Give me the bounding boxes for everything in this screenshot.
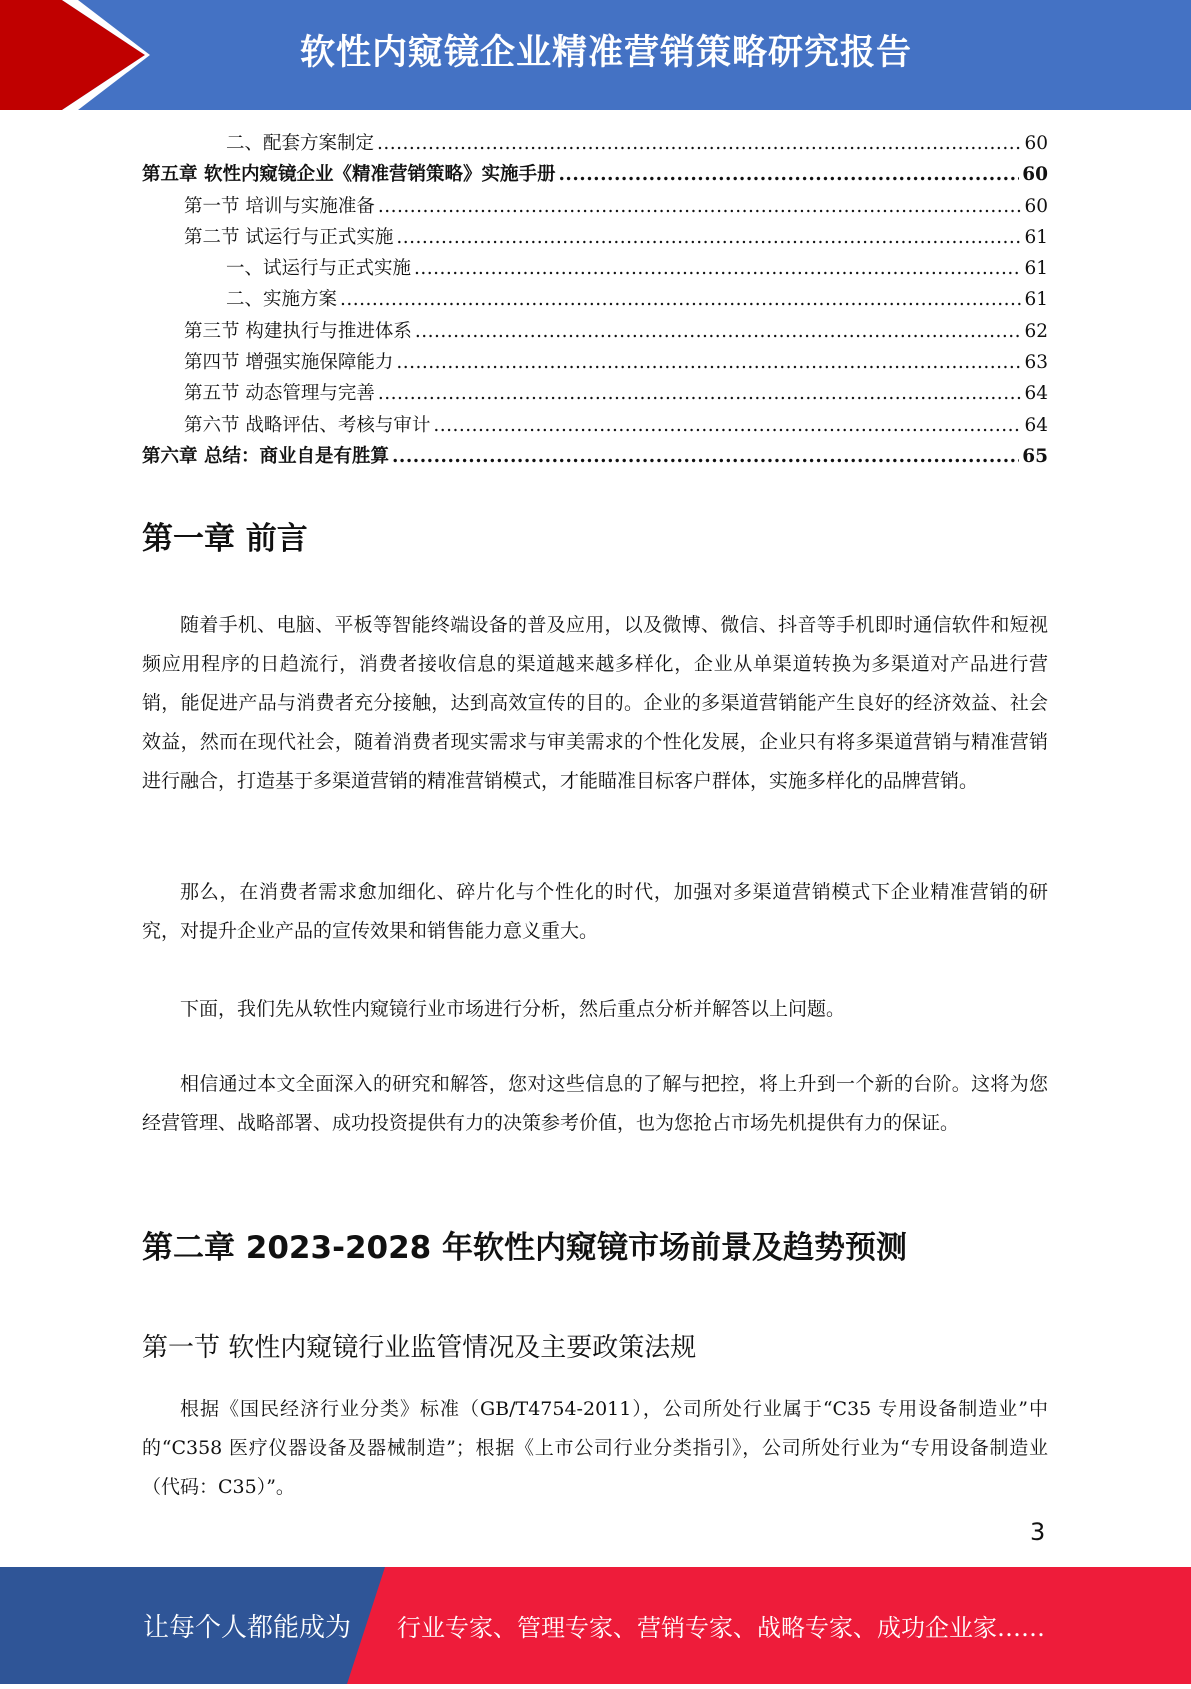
toc-leader-dots: [396, 347, 1021, 378]
chapter-2-section-1-heading: 第一节 软性内窥镜行业监管情况及主要政策法规: [142, 1333, 697, 1363]
toc-entry-page: 62: [1024, 320, 1048, 342]
toc-entry-title: 第五节 动态管理与完善: [184, 383, 375, 405]
toc-entry-page: 60: [1024, 195, 1048, 217]
chapter-1-paragraph-4: 相信通过本文全面深入的研究和解答，您对这些信息的了解与把控，将上升到一个新的台阶。这将为您经营管理、战略部署、成功投资提供有力的决策参考价值，也为您抢占市场先机提供有力的保证。: [142, 1073, 1048, 1134]
footer-slogan-left: 让每个人都能成为: [143, 1613, 352, 1643]
toc-leader-dots: [378, 378, 1022, 409]
toc-leader-dots: [433, 410, 1021, 441]
toc-entry[interactable]: [142, 441, 1048, 472]
toc-entry-title: 第三节 构建执行与推进体系: [184, 320, 412, 342]
toc-entry-title: 第一节 培训与实施准备: [184, 195, 375, 217]
toc-entry-page: 65: [1022, 445, 1048, 467]
toc-leader-dots: [415, 316, 1022, 347]
page-footer: [0, 1567, 1191, 1684]
toc-entry-page: 63: [1024, 352, 1048, 374]
toc-entry[interactable]: [142, 253, 1048, 284]
toc-entry-title: 二、配套方案制定: [226, 133, 375, 154]
toc-entry-title: 二、实施方案: [226, 289, 338, 311]
toc-entry-title: 第二节 试运行与正式实施: [184, 226, 394, 248]
toc-entry[interactable]: [142, 284, 1048, 315]
toc-leader-dots: [558, 159, 1019, 190]
toc-entry[interactable]: [142, 128, 1048, 159]
toc-leader-dots: [396, 222, 1021, 253]
toc-entry-title: 一、试运行与正式实施: [226, 258, 412, 280]
toc-entry-title: 第六节 战略评估、考核与审计: [184, 414, 431, 436]
chapter-1-paragraph-3: 下面，我们先从软性内窥镜行业市场进行分析，然后重点分析并解答以上问题。: [180, 998, 846, 1020]
toc-entry[interactable]: [142, 316, 1048, 347]
toc-leader-dots: [414, 253, 1021, 284]
toc-entry-page: 60: [1024, 133, 1048, 154]
toc-entry-title: 第四节 增强实施保障能力: [184, 352, 394, 374]
toc-entry-title: 第五章 软性内窥镜企业《精准营销策略》实施手册: [142, 164, 556, 186]
toc-entry[interactable]: [142, 191, 1048, 222]
page-header: [0, 0, 1191, 110]
chapter-2-section-1-paragraph: 根据《国民经济行业分类》标准（GB/T4754-2011），公司所处行业属于“C35 专用设备制造业”中的“C358 医疗仪器设备及器械制造”；根据《上市公司行业分类指引》，公司所处行业为“专用设备制造业（代码：C35）”。: [142, 1398, 1048, 1498]
toc-entry[interactable]: [142, 159, 1048, 190]
table-of-contents: [142, 128, 1048, 472]
chapter-1-heading: 第一章 前言: [142, 521, 308, 557]
report-title: 软性内窥镜企业精准营销策略研究报告: [300, 33, 913, 73]
toc-entry[interactable]: [142, 378, 1048, 409]
toc-entry[interactable]: [142, 410, 1048, 441]
toc-entry-page: 61: [1024, 289, 1048, 311]
toc-entry[interactable]: [142, 222, 1048, 253]
toc-entry-page: 61: [1024, 226, 1048, 248]
toc-entry-page: 64: [1024, 383, 1048, 405]
footer-slogan-right: 行业专家、管理专家、营销专家、战略专家、成功企业家……: [397, 1614, 1045, 1642]
toc-entry-page: 64: [1024, 414, 1048, 436]
chapter-1-paragraph-2: 那么，在消费者需求愈加细化、碎片化与个性化的时代，加强对多渠道营销模式下企业精准营销的研究，对提升企业产品的宣传效果和销售能力意义重大。: [142, 881, 1048, 942]
toc-leader-dots: [340, 284, 1021, 315]
toc-entry-page: 60: [1022, 164, 1048, 186]
toc-entry-title: 第六章 总结：商业自是有胜算: [142, 445, 389, 467]
chapter-1-paragraph-1: 随着手机、电脑、平板等智能终端设备的普及应用，以及微博、微信、抖音等手机即时通信软件和短视频应用程序的日趋流行，消费者接收信息的渠道越来越多样化，企业从单渠道转换为多渠道对产品进行营销，能促进产品与消费者充分接触，达到高效宣传的目的。企业的多渠道营销能产生良好的经济效益、社会效益，然而在现代社会，随着消费者现实需求与审美需求的个性化发展，企业只有将多渠道营销与精准营销进行融合，打造基于多渠道营销的精准营销模式，才能瞄准目标客户群体，实施多样化的品牌营销。: [142, 614, 1048, 792]
toc-leader-dots: [392, 441, 1019, 472]
page-number: 3: [1030, 1518, 1046, 1546]
chapter-2-heading: 第二章 2023-2028 年软性内窥镜市场前景及趋势预测: [142, 1230, 908, 1266]
toc-leader-dots: [378, 191, 1022, 222]
toc-entry[interactable]: [142, 347, 1048, 378]
toc-entry-page: 61: [1024, 258, 1048, 280]
toc-leader-dots: [377, 128, 1021, 159]
